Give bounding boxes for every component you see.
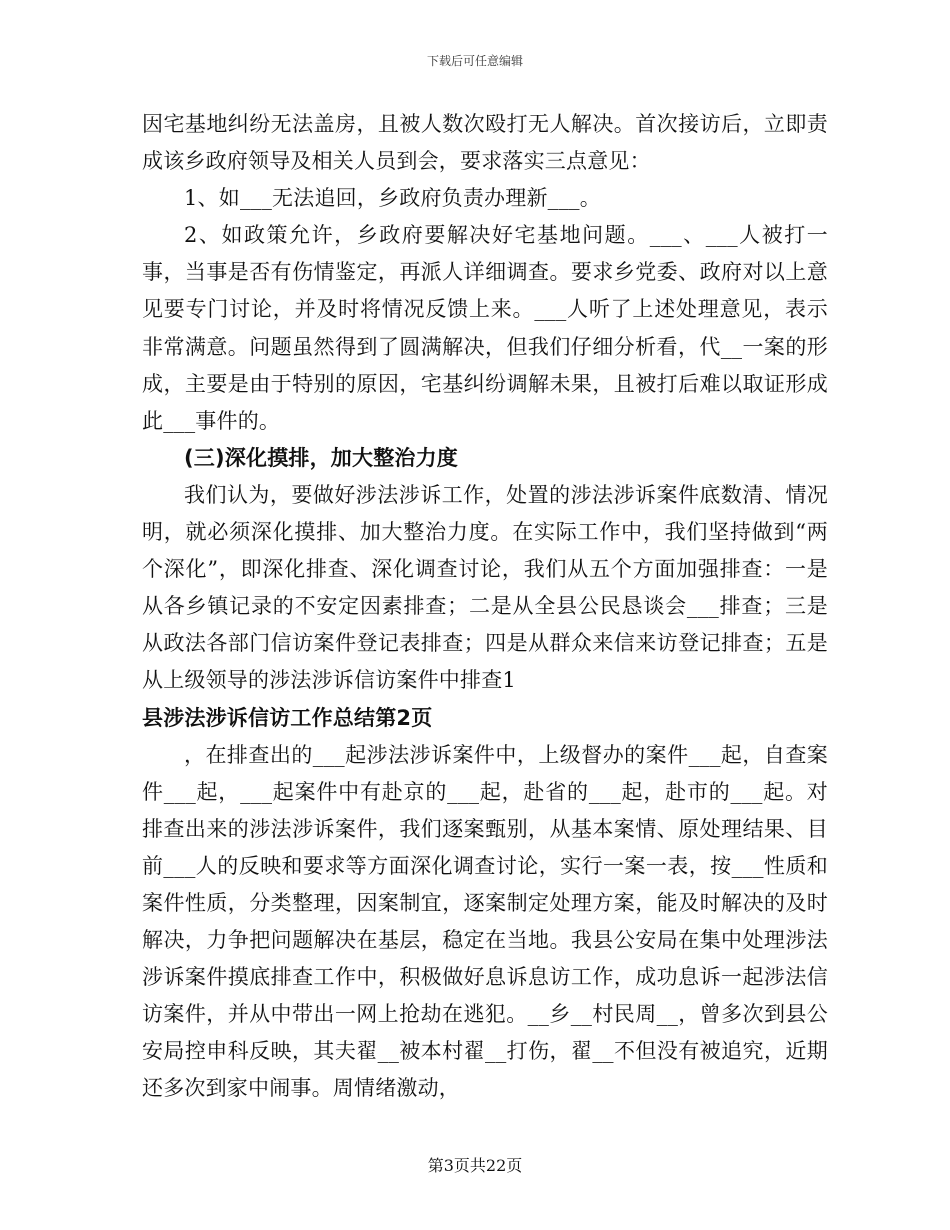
paragraph: 1、如___无法追回，乡政府负责办理新___。 — [184, 186, 601, 211]
paragraph: ，在排查出的___起涉法涉诉案件中，上级督办的案件___起，自查案件___起，___起案件中有赴京的___起，赴省的___起，赴市的___起。对排查出来的涉法涉诉案件，我们逐案甄别，从基本案情、原处理结果、目前___人的反映和要求等方面深化调查讨论，实行一案一表，按___性质和案件性质，分类整理，因案制宜，逐案制定处理方案，能及时解决的及时解决，力争把问题解决在基层，稳定在当地。我县公安局在集中处理涉法涉诉案件摸底排查工作中，积极做好息诉息访工作，成功息诉一起涉法信访案件，并从中带出一网上抢劫在逃犯。__乡__村民周__，曾多次到县公安局控申科反映，其夫翟__被本村翟__打伤，翟__不但没有被追究，近期还多次到家中闹事。周情绪激动， — [142, 742, 828, 1101]
page-footer: 第3页共22页 — [427, 1156, 523, 1175]
section-heading: (三)深化摸排，加大整治力度 — [184, 445, 458, 470]
paragraph: 因宅基地纠纷无法盖房，且被人数次殴打无人解决。首次接访后，立即责成该乡政府领导及相关人员到会，要求落实三点意见： — [142, 112, 828, 174]
paragraph: 2、如政策允许，乡政府要解决好宅基地问题。___、___人被打一事，当事是否有伤情鉴定，再派人详细调查。要求乡党委、政府对以上意见要专门讨论，并及时将情况反馈上来。___人听了上述处理意见，表示非常满意。问题虽然得到了圆满解决，但我们仔细分析看，代__一案的形成，主要是由于特别的原因，宅基纠纷调解未果，且被打后难以取证形成此___事件的。 — [142, 223, 828, 433]
page-header: 下载后可任意编辑 — [426, 54, 523, 68]
document-title: 县涉法涉诉信访工作总结第2页 — [142, 705, 433, 730]
paragraph: 我们认为，要做好涉法涉诉工作，处置的涉法涉诉案件底数清、情况明，就必须深化摸排、加大整治力度。在实际工作中，我们坚持做到“两个深化”，即深化排查、深化调查讨论，我们从五个方面加强排查：一是从各乡镇记录的不安定因素排查；二是从全县公民恳谈会___排查；三是从政法各部门信访案件登记表排查；四是从群众来信来访登记排查；五是从上级领导的涉法涉诉信访案件中排查1 — [142, 482, 828, 693]
document-body — [142, 106, 828, 1108]
